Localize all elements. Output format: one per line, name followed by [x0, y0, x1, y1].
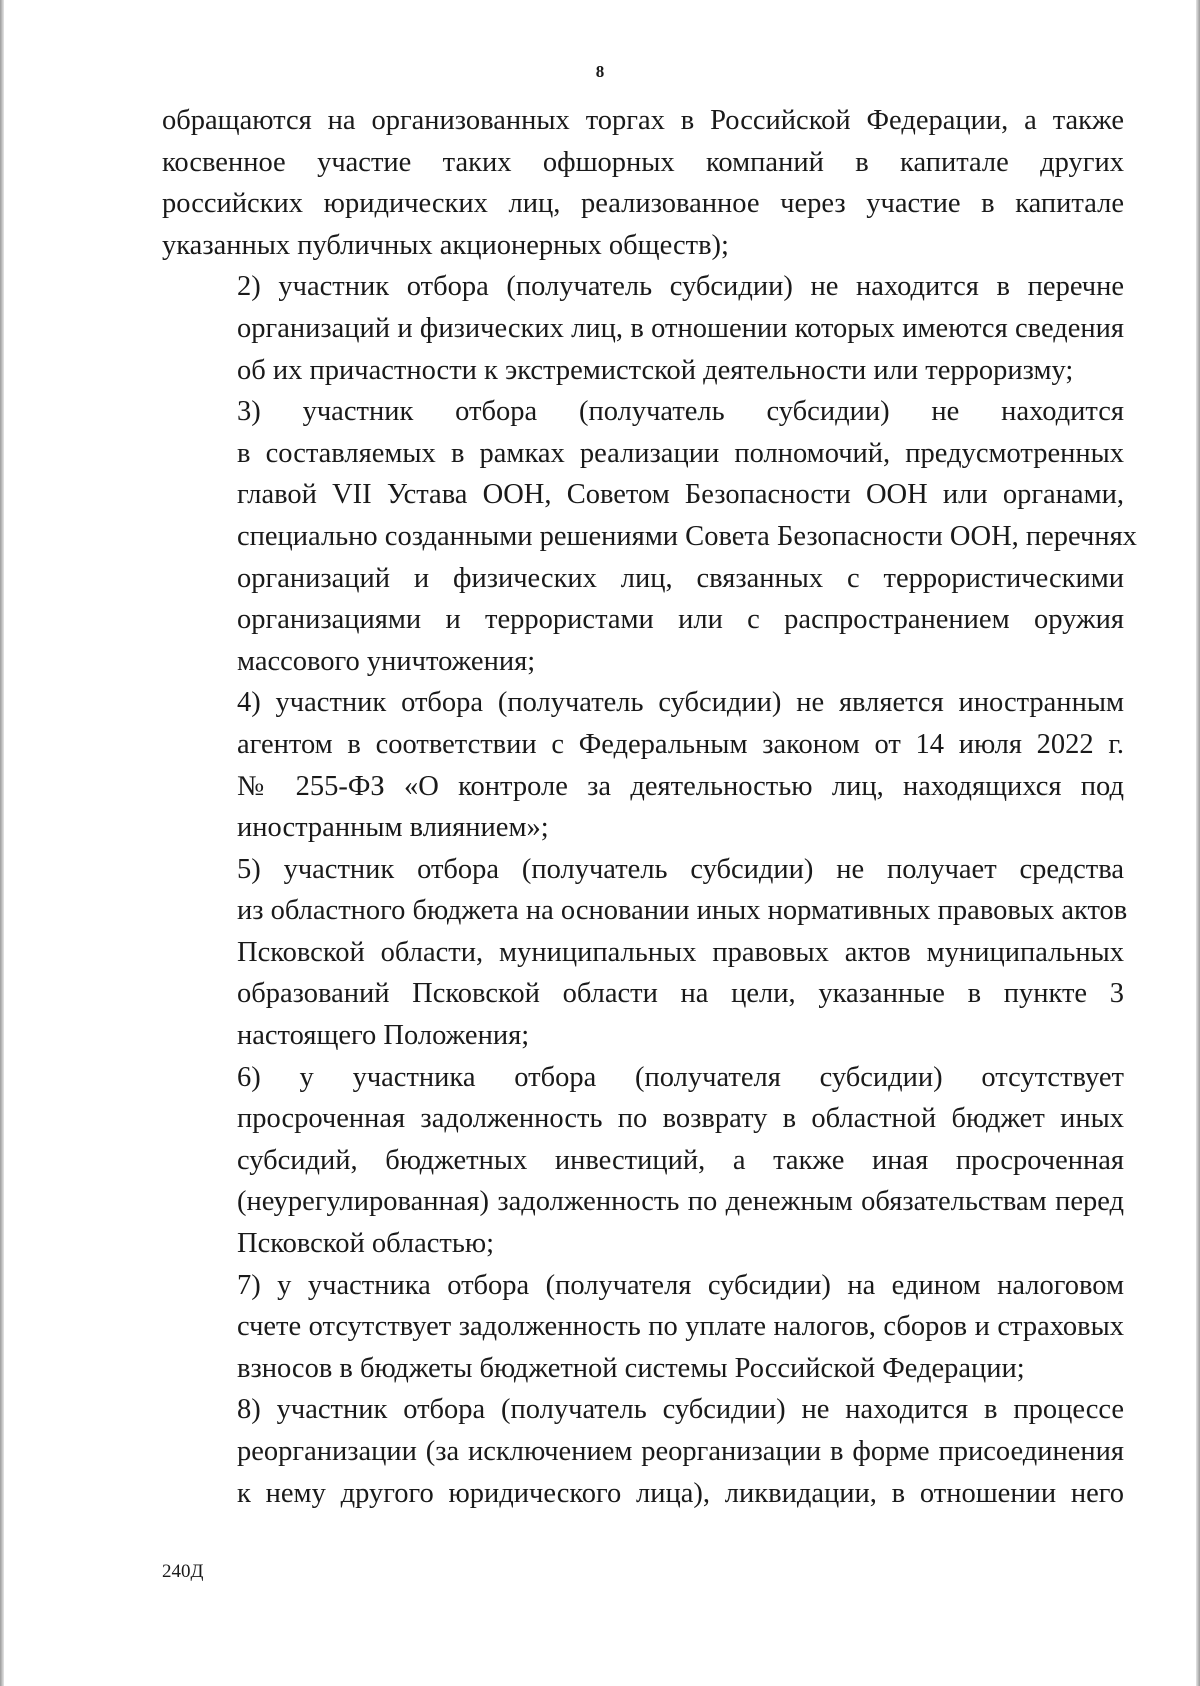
document-body [162, 100, 1137, 1514]
text-line: указанных публичных акционерных обществ); [162, 229, 729, 261]
text-line: 5) участник отбора (получатель субсидии) не получает средства [237, 853, 1124, 885]
text-line: просроченная задолженность по возврату в областной бюджет иных [237, 1103, 1124, 1135]
paragraph [162, 1057, 1124, 1265]
text-line: Псковской области, муниципальных правовых актов муниципальных [237, 936, 1124, 968]
text-line: 2) участник отбора (получатель субсидии) не находится в перечне [237, 271, 1124, 303]
paragraph [162, 266, 1124, 391]
text-line: об их причастности к экстремистской деятельности или терроризму; [237, 354, 1074, 386]
text-line: обращаются на организованных торгах в Российской Федерации, а также [162, 105, 1124, 136]
paragraph [162, 391, 1137, 682]
paragraph [162, 682, 1124, 848]
text-line: в составляемых в рамках реализации полномочий, предусмотренных [237, 437, 1124, 469]
text-line: массового уничтожения; [237, 645, 536, 677]
paragraph [162, 1265, 1124, 1390]
text-line: (неурегулированная) задолженность по денежным обязательствам перед [237, 1186, 1124, 1218]
text-line: 8) участник отбора (получатель субсидии) не находится в процессе [237, 1394, 1124, 1426]
text-line: из областного бюджета на основании иных нормативных правовых актов [237, 895, 1128, 927]
text-line: 7) у участника отбора (получателя субсидии) на едином налоговом [237, 1269, 1124, 1301]
text-line: организаций и физических лиц, связанных с террористическими [237, 562, 1124, 594]
text-line: к нему другого юридического лица), ликвидации, в отношении него [237, 1477, 1124, 1509]
footer-document-code: 240Д [162, 1561, 204, 1582]
text-line: 4) участник отбора (получатель субсидии) не является иностранным [237, 687, 1124, 719]
text-line: иностранным влиянием»; [237, 812, 549, 844]
text-line: образований Псковской области на цели, указанные в пункте 3 [237, 978, 1124, 1010]
text-line: 6) у участника отбора (получателя субсидии) отсутствует [237, 1061, 1124, 1093]
text-line: счете отсутствует задолженность по уплате налогов, сборов и страховых [237, 1311, 1124, 1343]
text-line: организаций и физических лиц, в отношении которых имеются сведения [237, 312, 1124, 344]
text-line: косвенное участие таких офшорных компаний в капитале других [162, 146, 1124, 178]
text-line: № 255-ФЗ «О контроле за деятельностью лиц, находящихся под [237, 770, 1124, 802]
text-line: настоящего Положения; [237, 1020, 530, 1052]
scan-edge-right [1196, 0, 1200, 1686]
scan-edge-left [0, 0, 4, 1686]
paragraph [162, 849, 1128, 1057]
text-line: организациями и террористами или с распространением оружия [237, 604, 1124, 636]
page-number: 8 [595, 62, 605, 81]
text-line: российских юридических лиц, реализованное через участие в капитале [162, 188, 1124, 220]
text-line: 3) участник отбора (получатель субсидии) не находится [237, 396, 1124, 428]
text-line: специально созданными решениями Совета Безопасности ООН, перечнях [237, 520, 1137, 552]
text-line: взносов в бюджеты бюджетной системы Российской Федерации; [237, 1352, 1025, 1384]
text-line: субсидий, бюджетных инвестиций, а также иная просроченная [237, 1144, 1124, 1176]
text-line: реорганизации (за исключением реорганизации в форме присоединения [237, 1436, 1124, 1467]
paragraph [162, 100, 1124, 266]
text-line: Псковской областью; [237, 1228, 495, 1260]
text-line: агентом в соответствии с Федеральным законом от 14 июля 2022 г. [237, 728, 1124, 760]
paragraph [162, 1389, 1124, 1514]
text-line: главой VII Устава ООН, Советом Безопасности ООН или органами, [237, 479, 1124, 511]
